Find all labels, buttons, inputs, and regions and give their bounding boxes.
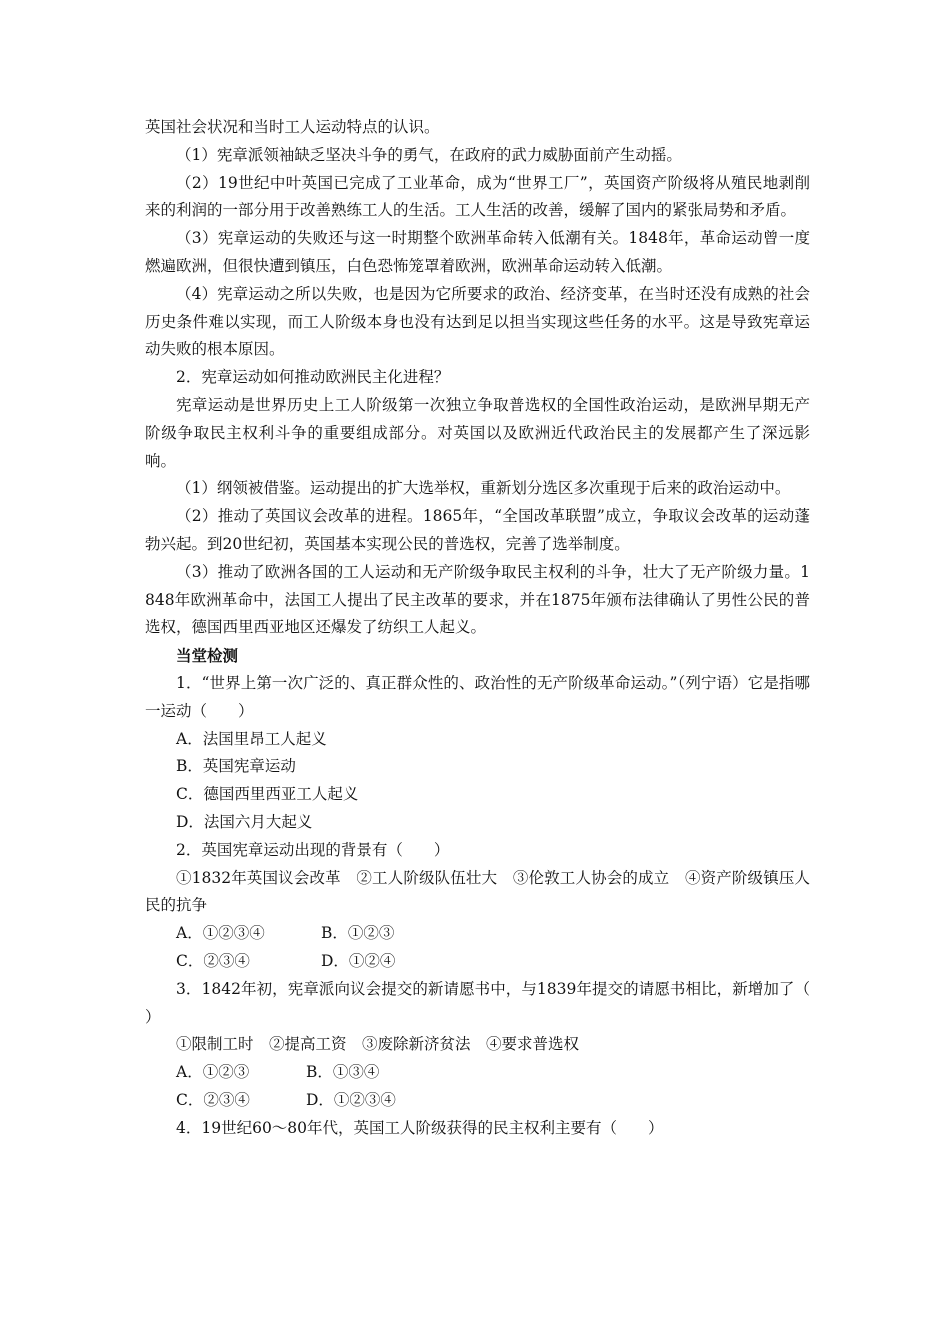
question-1-option-b: B．英国宪章运动 — [176, 757, 296, 776]
section-title: 当堂检测 — [176, 646, 239, 666]
question-1-stem: 1．“世界上第一次广泛的、真正群众性的、政治性的无产阶级革命运动。”（列宁语）它是指哪一运动（ ） — [145, 673, 810, 720]
question-2-stem: 2．英国宪章运动出现的背景有（ ） — [176, 840, 450, 859]
paragraph-continuation: 英国社会状况和当时工人运动特点的认识。 — [145, 118, 440, 136]
question-2-option-c: C．②③④ — [176, 951, 250, 970]
question-heading-2: 2．宪章运动如何推动欧洲民主化进程？ — [176, 368, 450, 387]
paragraph-reason-1: （1）宪章派领袖缺乏坚决斗争的勇气，在政府的武力威胁面前产生动摇。 — [176, 145, 682, 164]
question-1-option-d: D．法国六月大起义 — [176, 812, 313, 831]
question-3-stem: 3．1842年初，宪章派向议会提交的新请愿书中，与1839年提交的请愿书相比，新增加了（ ） — [145, 979, 842, 1026]
question-1-option-c: C．德国西里西亚工人起义 — [176, 785, 359, 804]
paragraph-reason-2: （2）19世纪中叶英国已完成了工业革命，成为“世界工厂”，英国资产阶级将从殖民地剥削来的利润的一部分用于改善熟练工人的生活。工人生活的改善，缓解了国内的紧张局势和矛盾。 — [145, 173, 810, 220]
paragraph-reason-4: （4）宪章运动之所以失败，也是因为它所要求的政治、经济变革，在当时还没有成熟的社会历史条件难以实现，而工人阶级本身也没有达到足以担当实现这些任务的水平。这是导致宪章运动失败的根本原因。 — [145, 284, 810, 359]
question-2-options-row-1 — [145, 920, 810, 948]
paragraph-impact-2: （2）推动了英国议会改革的进程。1865年，“全国改革联盟”成立，争取议会改革的运动蓬勃兴起。到20世纪初，英国基本实现公民的普选权，完善了选举制度。 — [145, 507, 810, 553]
paragraph-impact-1: （1）纲领被借鉴。运动提出的扩大选举权，重新划分选区多次重现于后来的政治运动中。 — [176, 479, 791, 498]
question-3-items: ①限制工时 ②提高工资 ③废除新济贫法 ④要求普选权 — [176, 1035, 580, 1054]
question-2-options-row-2 — [145, 948, 810, 976]
question-3-option-d: D．①②③④ — [306, 1090, 396, 1109]
question-2-option-a: A．①②③④ — [176, 924, 265, 943]
question-3-options-row-1 — [145, 1059, 810, 1087]
question-2-items: ①1832年英国议会改革 ②工人阶级队伍壮大 ③伦敦工人协会的成立 ④资产阶级镇压人民的抗争 — [145, 868, 810, 915]
paragraph-answer-intro: 宪章运动是世界历史上工人阶级第一次独立争取普选权的全国性政治运动，是欧洲早期无产阶级争取民主权利斗争的重要组成部分。对英国以及欧洲近代政治民主的发展都产生了深远影响。 — [145, 395, 810, 470]
question-3-option-c: C．②③④ — [176, 1090, 250, 1109]
question-3-option-a: A．①②③ — [176, 1063, 250, 1082]
paragraph-impact-3: （3）推动了欧洲各国的工人运动和无产阶级争取民主权利的斗争，壮大了无产阶级力量。1848年欧洲革命中，法国工人提出了民主改革的要求，并在1875年颁布法律确认了男性公民的普选权，德国西里西亚地区还爆发了纺织工人起义。 — [145, 562, 810, 637]
paragraph-reason-3: （3）宪章运动的失败还与这一时期整个欧洲革命转入低潮有关。1848年，革命运动曾一度燃遍欧洲，但很快遭到镇压，白色恐怖笼罩着欧洲，欧洲革命运动转入低潮。 — [145, 229, 810, 275]
question-3-option-b: B．①③④ — [306, 1063, 380, 1082]
question-1-option-a: A．法国里昂工人起义 — [176, 729, 327, 748]
question-2-option-b: B．①②③ — [321, 924, 395, 943]
document-body — [145, 114, 842, 1142]
question-3-options-row-2 — [145, 1087, 810, 1115]
question-4-stem: 4．19世纪60～80年代，英国工人阶级获得的民主权利主要有（ ） — [176, 1118, 664, 1137]
question-2-option-d: D．①②④ — [321, 951, 396, 970]
